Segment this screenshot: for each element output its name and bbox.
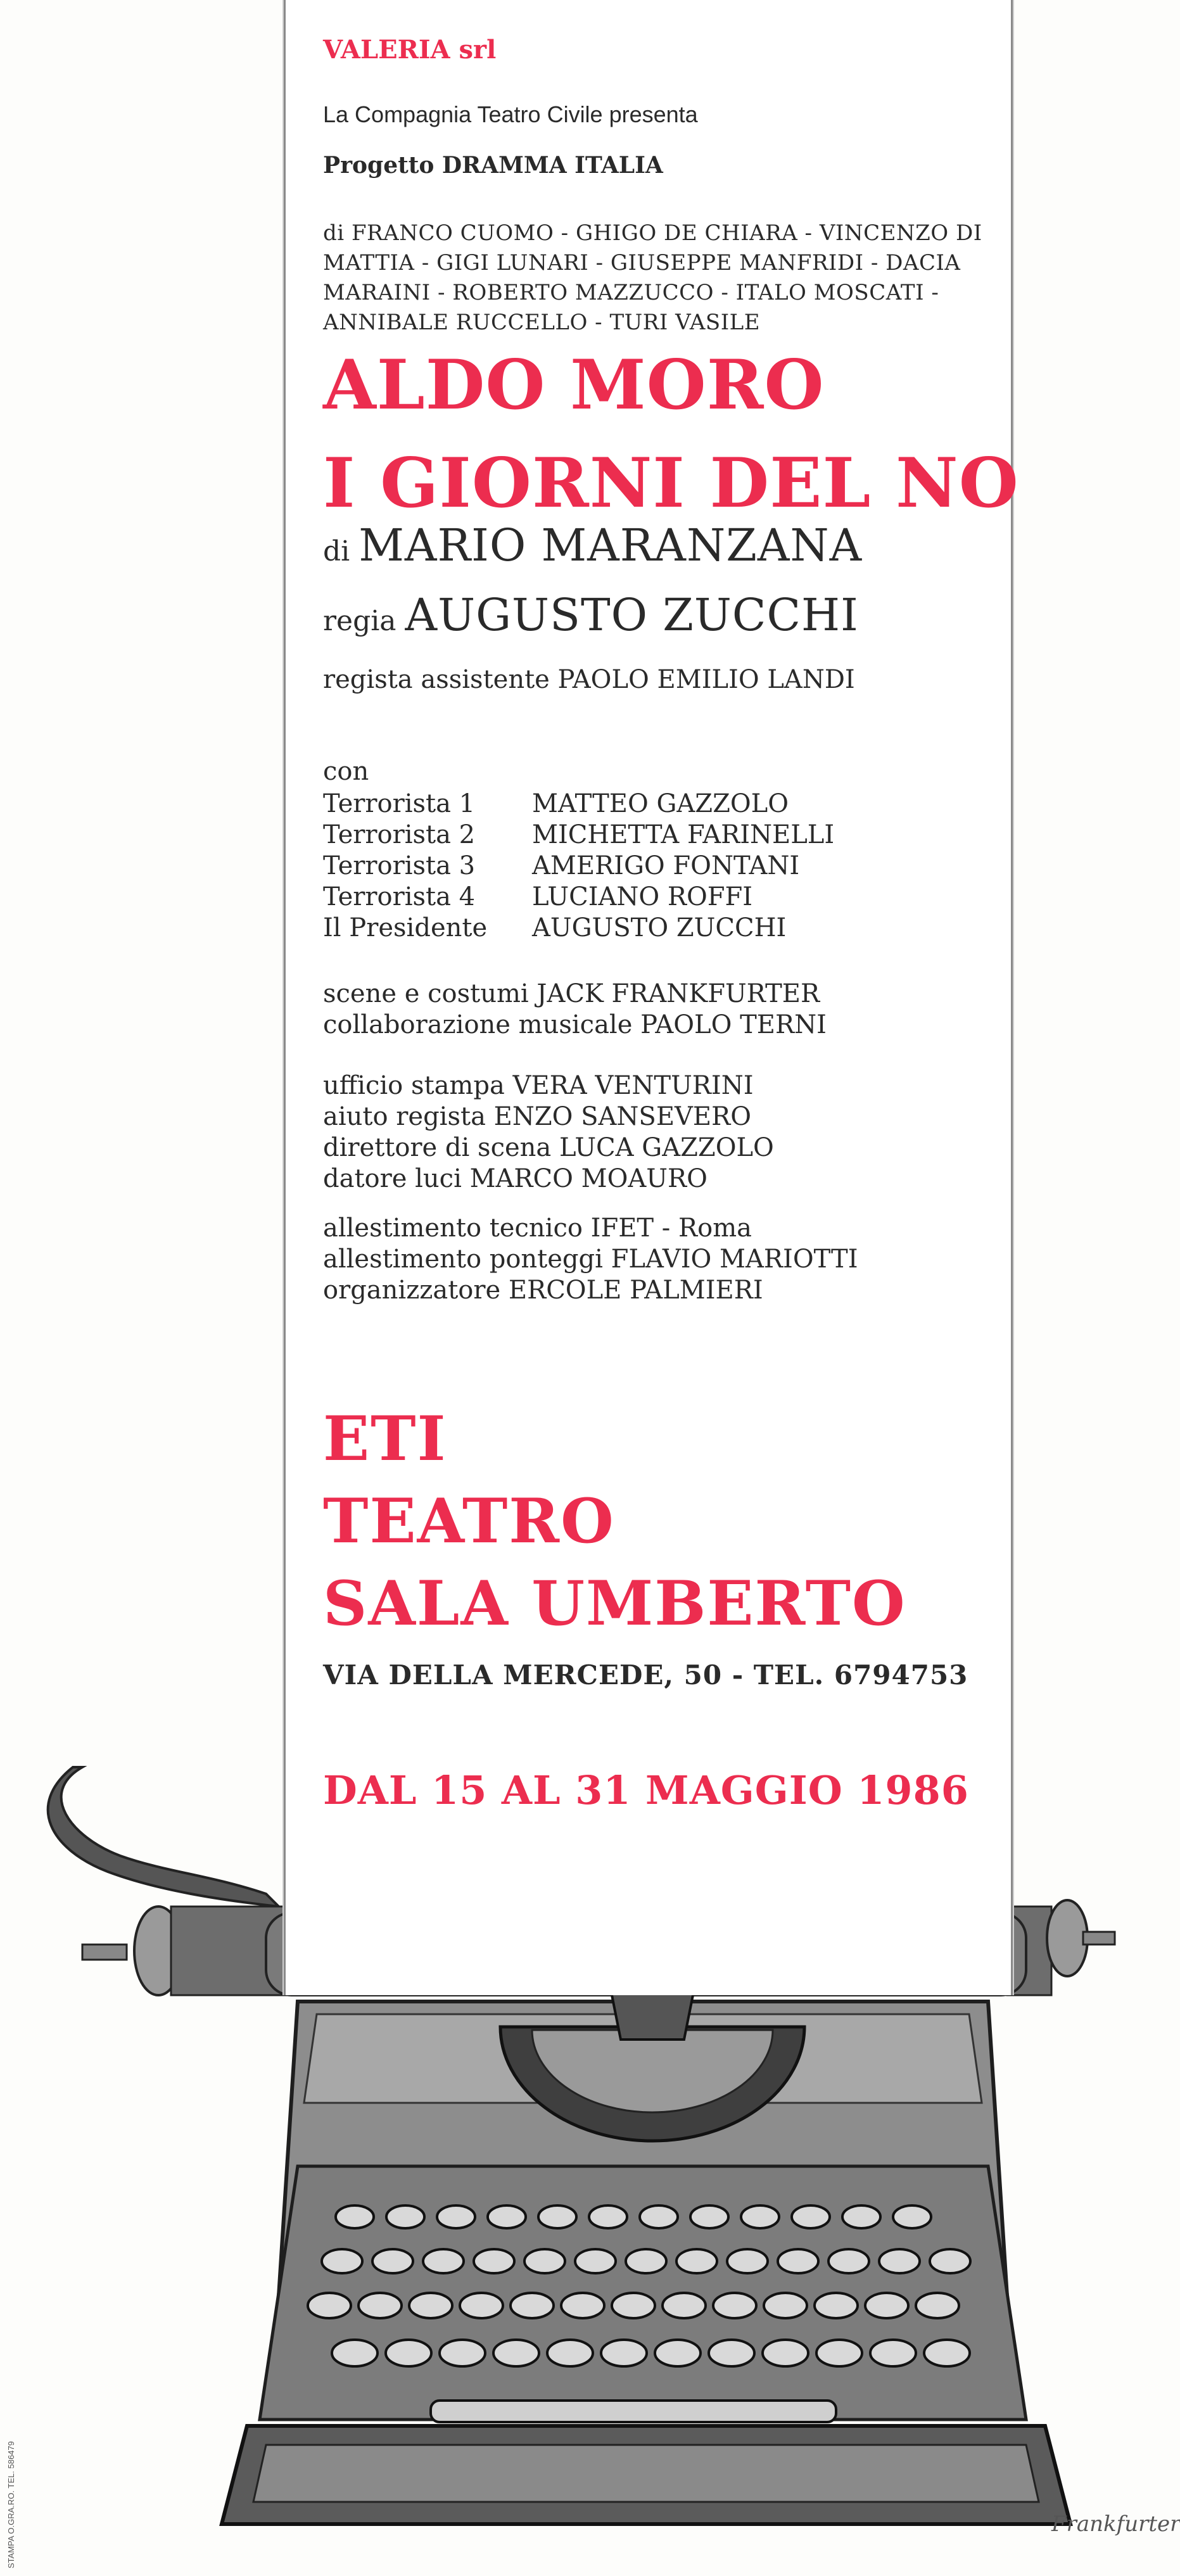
authors-list: di FRANCO CUOMO - GHIGO DE CHIARA - VINCENZO DI MATTIA - GIGI LUNARI - GIUSEPPE MANFRIDI - DACIA MARAINI - ROBERTO MAZZUCCO - ITALO MOSCATI - ANNIBALE RUCCELLO - TURI VASILE <box>323 220 982 335</box>
director-credit <box>323 589 859 641</box>
cast-role: Terrorista 4 <box>323 882 476 911</box>
credit-line: direttore di scena LUCA GAZZOLO <box>323 1133 774 1162</box>
venue-line-1: ETI <box>323 1403 447 1475</box>
director-prefix: regia <box>323 605 397 637</box>
credit-line: scene e costumi JACK FRANKFURTER <box>323 979 820 1008</box>
title-line-2: I GIORNI DEL NO <box>323 443 1019 523</box>
credits-block-1 <box>323 979 827 1041</box>
cast-actor: AMERIGO FONTANI <box>532 851 800 880</box>
credits-block-3 <box>323 1213 858 1306</box>
credit-line: aiuto regista ENZO SANSEVERO <box>323 1102 752 1131</box>
author-prefix: di <box>323 535 350 568</box>
company-name: VALERIA srl <box>323 35 497 65</box>
cast-row <box>323 789 834 820</box>
cast-list <box>323 789 834 944</box>
printer-note: STAMPA O.GRA.RO. TEL. 586479 <box>6 2441 16 2568</box>
presents-line: La Compagnia Teatro Civile presenta <box>323 101 698 127</box>
cast-actor: LUCIANO ROFFI <box>532 882 753 911</box>
title-line-1: ALDO MORO <box>323 345 825 425</box>
cast-row <box>323 882 834 913</box>
credit-line: ufficio stampa VERA VENTURINI <box>323 1071 754 1100</box>
cast-row <box>323 913 834 944</box>
venue-line-2: TEATRO <box>323 1485 615 1557</box>
cast-row <box>323 820 834 851</box>
cast-row <box>323 851 834 882</box>
cast-role: Terrorista 3 <box>323 851 476 880</box>
director-name: AUGUSTO ZUCCHI <box>405 589 859 641</box>
author-credit <box>323 519 862 571</box>
credit-line: allestimento ponteggi FLAVIO MARIOTTI <box>323 1245 858 1274</box>
project-name: Progetto DRAMMA ITALIA <box>323 152 663 179</box>
venue-line-3: SALA UMBERTO <box>323 1568 906 1639</box>
cast-role: Il Presidente <box>323 913 488 942</box>
author-name: MARIO MARANZANA <box>358 519 863 571</box>
credit-line: datore luci MARCO MOAURO <box>323 1164 707 1193</box>
cast-role: Terrorista 2 <box>323 820 476 849</box>
venue-address: VIA DELLA MERCEDE, 50 - TEL. 6794753 <box>323 1659 968 1691</box>
credit-line: organizzatore ERCOLE PALMIERI <box>323 1276 763 1305</box>
cast-actor: MATTEO GAZZOLO <box>532 789 789 818</box>
credits-block-2 <box>323 1070 774 1195</box>
cast-actor: AUGUSTO ZUCCHI <box>532 913 787 942</box>
show-dates: DAL 15 AL 31 MAGGIO 1986 <box>323 1767 969 1813</box>
assistant-director: regista assistente PAOLO EMILIO LANDI <box>323 665 855 694</box>
credit-line: collaborazione musicale PAOLO TERNI <box>323 1010 827 1039</box>
cast-actor: MICHETTA FARINELLI <box>532 820 835 849</box>
credit-line: allestimento tecnico IFET - Roma <box>323 1214 752 1243</box>
cast-intro: con <box>323 757 369 786</box>
cast-role: Terrorista 1 <box>323 789 476 818</box>
artist-signature: Frankfurter <box>1051 2511 1180 2537</box>
